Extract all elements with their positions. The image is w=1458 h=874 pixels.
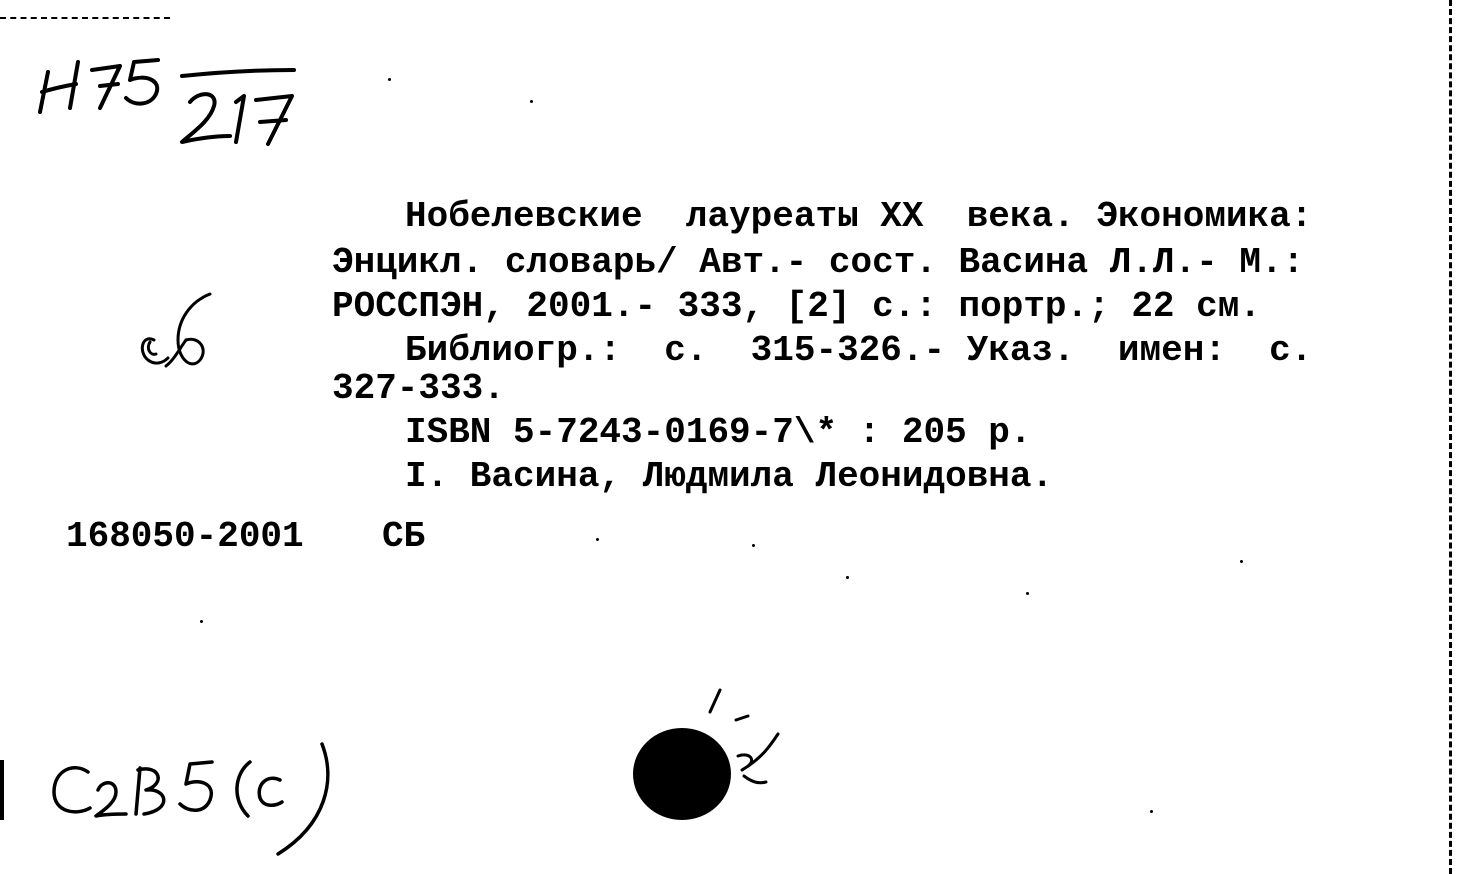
scan-speck <box>596 538 599 541</box>
title-line-1: Нобелевские лауреаты XX века. Экономика: <box>405 196 1313 237</box>
author-entry-line: I. Васина, Людмила Леонидовна. <box>405 456 1054 497</box>
bibliography-note-line-2: 327-333. <box>332 368 505 409</box>
card-left-edge-mark <box>0 760 4 820</box>
title-line-3: РОССПЭН, 2001.- 333, [2] с.: портр.; 22 см. <box>332 286 1261 327</box>
handwritten-classification <box>40 740 360 860</box>
scan-speck <box>530 100 533 103</box>
scan-speck <box>752 544 755 547</box>
handwritten-shelf-mark <box>30 40 320 160</box>
card-right-edge-divider <box>1449 0 1452 874</box>
accession-number: 168050-2001 <box>66 516 304 557</box>
stray-pen-marks <box>700 686 790 796</box>
bibliography-note-line-1: Библиогр.: с. 315-326.- Указ. имен: с. <box>405 330 1313 371</box>
title-line-2: Энцикл. словарь/ Авт.- сост. Васина Л.Л.- М.: <box>332 242 1305 283</box>
scan-speck <box>1026 592 1029 595</box>
card-top-edge-divider <box>0 17 170 19</box>
scan-speck <box>846 576 849 579</box>
scan-speck <box>388 78 391 81</box>
scan-speck <box>1240 560 1243 563</box>
handwritten-margin-mark <box>128 290 218 380</box>
scan-speck <box>1150 810 1153 813</box>
collection-code: СБ <box>382 516 426 557</box>
scan-speck <box>200 620 203 623</box>
isbn-line: ISBN 5-7243-0169-7\* : 205 р. <box>405 412 1032 453</box>
